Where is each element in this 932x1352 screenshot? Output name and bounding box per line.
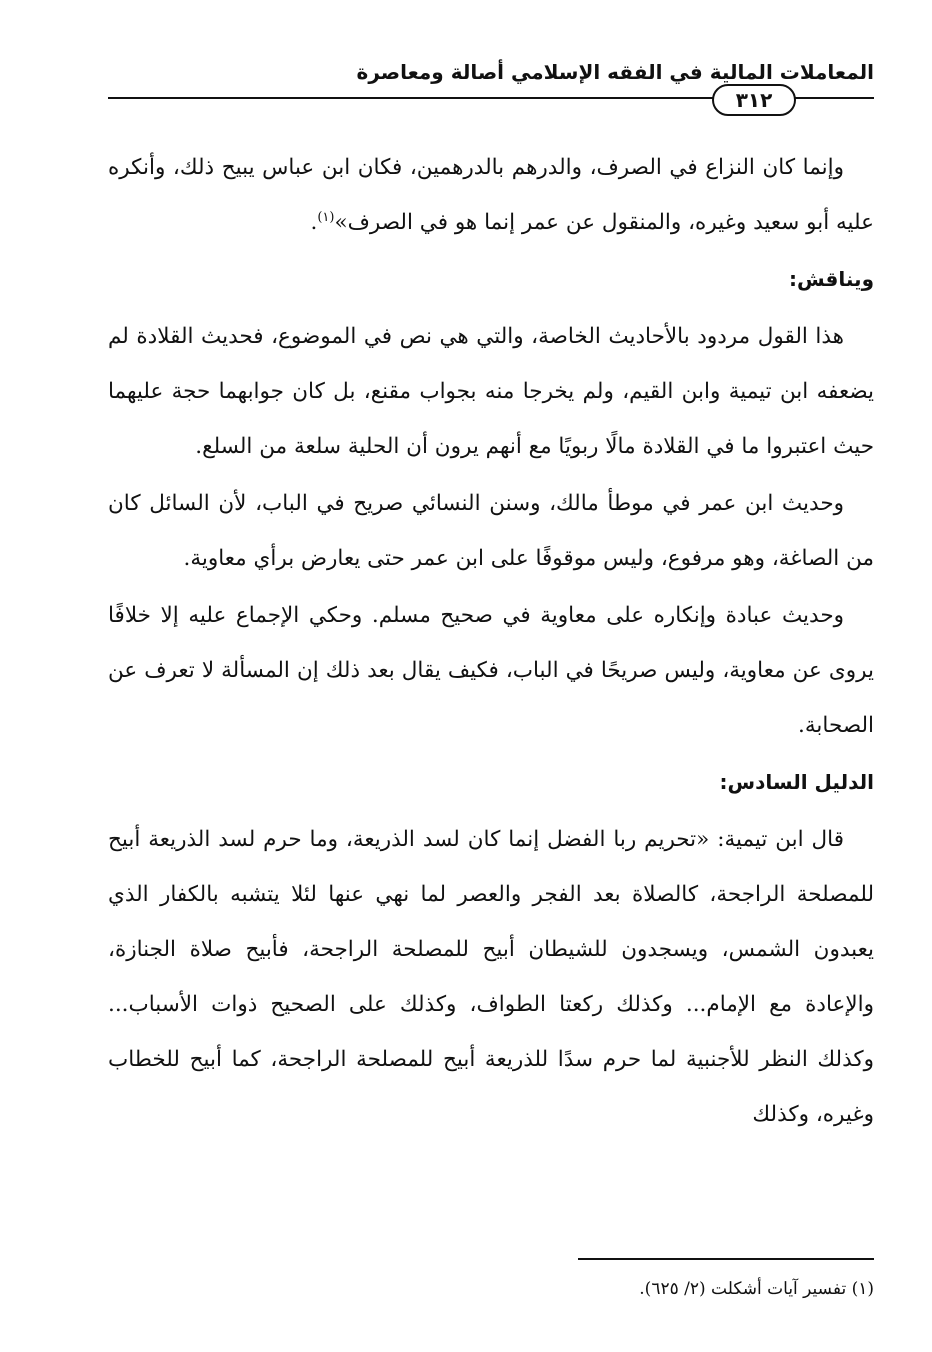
section-heading-sixth-evidence: الدليل السادس: <box>719 770 874 794</box>
paragraph-3: وحديث ابن عمر في موطأ مالك، وسنن النسائي صريح في الباب، لأن السائل كان من الصاغة، وهو مرفوع، وليس موقوفًا على ابن عمر حتى يعارض برأي معاوية. <box>108 491 874 571</box>
paragraph-5: قال ابن تيمية: «تحريم ربا الفضل إنما كان لسد الذريعة، وما حرم لسد الذريعة أبيح للمصلحة الراجحة، كالصلاة بعد الفجر والعصر لما نهي عنها لئلا يتشبه بالكفار الذي يعبدون الشمس، ويسجدون للشيطان أبيح للمصلحة الراجحة، فأبيح صلاة الجنازة، والإعادة مع الإمام... وكذلك ركعتا الطواف، وكذلك على الصحيح ذوات الأسباب... وكذلك النظر للأجنبية لما حرم سدًا للذريعة أبيح للمصلحة الراجحة، كما أبيح للخطاب وغيره، وكذلك <box>108 827 874 1127</box>
footnote-rule <box>578 1258 874 1260</box>
section-heading-discussion: ويناقش: <box>789 267 874 291</box>
paragraph-4: وحديث عبادة وإنكاره على معاوية في صحيح مسلم. وحكي الإجماع عليه إلا خلافًا يروى عن معاوية، وليس صريحًا في الباب، فكيف يقال بعد ذلك إن المسألة لا تعرف عن الصحابة. <box>108 603 874 738</box>
page-number: ٣١٢ <box>712 84 796 116</box>
paragraph-1 <box>108 140 874 250</box>
footnote-reference: (١) <box>317 209 335 225</box>
paragraph-1-text: وإنما كان النزاع في الصرف، والدرهم بالدرهمين، فكان ابن عباس يبيح ذلك، وأنكره عليه أبو سعيد وغيره، والمنقول عن عمر إنما هو في الصرف» <box>108 155 874 235</box>
main-text <box>108 140 874 1144</box>
running-header-title: المعاملات المالية في الفقه الإسلامي أصالة ومعاصرة <box>356 60 874 84</box>
paragraph-1-end: . <box>310 210 318 235</box>
footnote: (١) تفسير آيات أشكلت (٢/ ٦٢٥). <box>639 1279 874 1299</box>
paragraph-2: هذا القول مردود بالأحاديث الخاصة، والتي هي نص في الموضوع، فحديث القلادة لم يضعفه ابن تيمية وابن القيم، ولم يخرجا منه بجواب مقنع، بل كان جوابهما حجة عليهما حيث اعتبروا ما في القلادة مالًا ربويًا مع أنهم يرون أن الحلية سلعة من السلع. <box>108 324 874 459</box>
